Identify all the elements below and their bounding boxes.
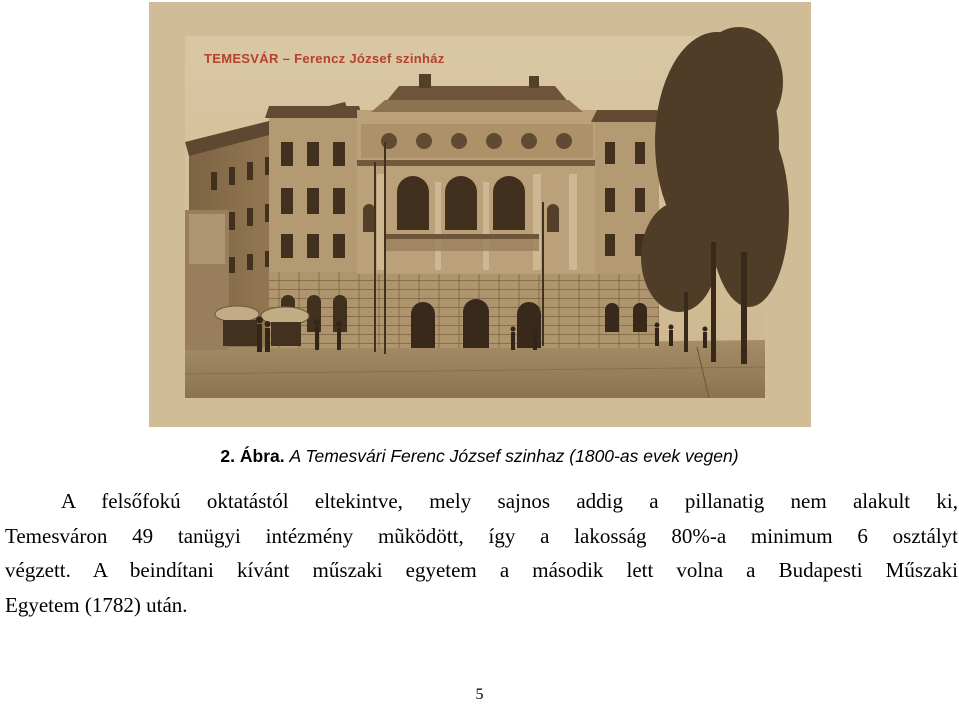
paragraph-line: Egyetem (1782) után. <box>5 592 188 617</box>
figure-caption-text: A Temesvári Ferenc József szinhaz (1800-as evek vegen) <box>289 446 739 466</box>
postcard-separator: – <box>282 51 291 66</box>
page-number: 5 <box>475 686 484 703</box>
figure-label: 2. Ábra. <box>220 446 285 466</box>
postcard-caption <box>204 51 445 66</box>
body-paragraph <box>5 484 958 622</box>
figure-caption <box>0 446 959 467</box>
paragraph-line: Temesváron 49 tanügyi intézmény mũködött, így a lakosság 80%-a minimum 6 osztályt <box>5 523 958 548</box>
paragraph-line: A felsőfokú oktatástól eltekintve, mely sajnos addig a pillanatig nem alakult ki, <box>61 489 958 513</box>
postcard-building: Ferencz József szinház <box>294 51 445 66</box>
postcard-photo <box>149 2 811 427</box>
paragraph-line: végzett. A beindítani kívánt műszaki egyetem a második lett volna a Budapesti Műszaki <box>5 558 958 582</box>
postcard-city: TEMESVÁR <box>204 51 279 66</box>
